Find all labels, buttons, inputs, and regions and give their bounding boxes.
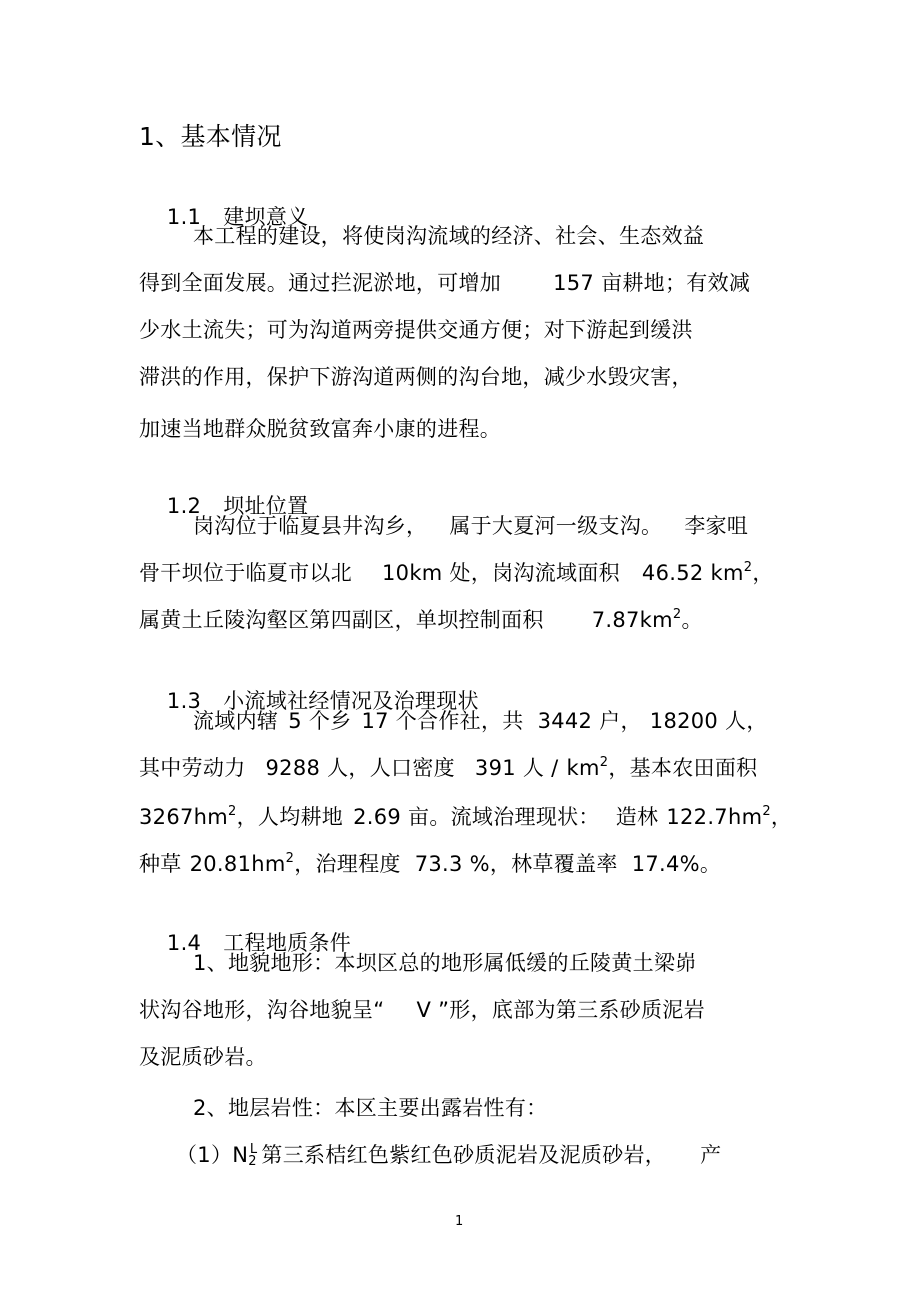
text-run: 其中劳动力 — [139, 756, 246, 780]
text-run: 状沟谷地形，沟谷地貌呈“ — [139, 998, 385, 1022]
superscript: 2 — [599, 755, 609, 770]
text-run: 造林 — [615, 805, 659, 829]
text-run: 10km 处，岗沟流域面积 — [382, 561, 620, 585]
paragraph-line: 2、地层岩性：本区主要出露岩性有： — [193, 1096, 548, 1120]
paragraph-line — [139, 995, 705, 1025]
text-run: 391 人 / — [474, 756, 559, 780]
paragraph-line — [139, 268, 750, 298]
subsection-number: 1.3 — [166, 689, 202, 713]
superscript: 2 — [762, 804, 771, 819]
text-run: 3442 户， — [537, 709, 642, 733]
text-run: 5 个乡 — [288, 709, 352, 733]
text-run: 9288 人，人口密度 — [265, 756, 455, 780]
superscript: 2 — [743, 560, 753, 575]
subsection-number: 1.4 — [166, 931, 202, 955]
text-run: （1）N — [176, 1143, 249, 1167]
text-run: 7.87km — [591, 608, 673, 632]
text-run: 。 — [681, 608, 703, 632]
text-run: 李家咀 — [684, 514, 749, 538]
text-run: 157 亩耕地；有效减 — [553, 271, 751, 295]
paragraph-line — [139, 605, 703, 635]
text-run: 岗沟位于临夏县井沟乡， — [193, 514, 428, 538]
text-run: 骨干坝位于临夏市以北 — [139, 561, 352, 585]
text-run: 17.4%。 — [631, 852, 722, 876]
paragraph-line — [139, 849, 721, 879]
text-run: ， — [752, 561, 774, 585]
text-run: 2.69 亩。流域治理现状： — [353, 805, 600, 829]
superscript: L — [249, 1142, 258, 1157]
subsection-title: 工程地质条件 — [223, 931, 352, 955]
text-run: 属于大夏河一级支沟。 — [449, 514, 663, 538]
text-run: 3267hm — [139, 805, 229, 829]
paragraph-line — [139, 802, 792, 832]
subsection-number: 1.1 — [166, 205, 202, 229]
text-run: 属黄土丘陵沟壑区第四副区，单坝控制面积 — [139, 608, 544, 632]
paragraph-line: 及泥质砂岩。 — [139, 1045, 267, 1069]
text-run: 122.7hm — [666, 805, 763, 829]
paragraph-line — [193, 511, 748, 541]
superscript: 2 — [672, 607, 682, 622]
paragraph-line: 加速当地群众脱贫致富奔小康的进程。 — [139, 417, 502, 441]
text-run: 73.3 %，林草覆盖率 — [414, 852, 618, 876]
paragraph-line: 滞洪的作用，保护下游沟道两侧的沟台地，减少水毁灾害， — [139, 365, 693, 389]
paragraph-line: 本工程的建设，将使岗沟流域的经济、社会、生态效益 — [193, 224, 705, 248]
subsection-title: 坝址位置 — [223, 494, 309, 518]
subsection-title: 小流域社经情况及治理现状 — [223, 689, 479, 713]
section-heading-1: 1、基本情况 — [139, 122, 282, 151]
text-run: 第三系桔红色紫红色砂质泥岩及泥质砂岩， — [261, 1143, 667, 1167]
text-run: 18200 人， — [649, 709, 768, 733]
subsection-number: 1.2 — [166, 494, 202, 518]
text-run: 种草 — [139, 852, 182, 876]
text-run: 46.52 km — [641, 561, 744, 585]
subsection-title: 建坝意义 — [223, 205, 309, 229]
text-run: 产 — [700, 1143, 722, 1167]
text-run: ，基本农田面积 — [608, 756, 758, 780]
superscript: 2 — [228, 804, 237, 819]
text-run: 得到全面发展。通过拦泥淤地，可增加 — [139, 271, 502, 295]
text-run: 17 个合作社，共 — [361, 709, 524, 733]
paragraph-line: 少水土流失；可为沟道两旁提供交通方便；对下游起到缓洪 — [139, 318, 693, 342]
text-run: 流域内辖 — [193, 709, 279, 733]
paragraph-line: 1、地貌地形：本坝区总的地形属低缓的丘陵黄土梁峁 — [193, 951, 697, 975]
text-run: ， — [770, 805, 793, 829]
paragraph-line — [176, 1140, 721, 1170]
text-run: km — [566, 756, 600, 780]
text-run: V ”形，底部为第三系砂质泥岩 — [416, 998, 705, 1022]
text-run: ，人均耕地 — [236, 805, 344, 829]
paragraph-line — [139, 558, 774, 588]
superscript: 2 — [285, 851, 295, 866]
page-number: 1 — [455, 1214, 464, 1229]
subscript: 2 — [248, 1154, 257, 1169]
paragraph-line — [139, 753, 757, 783]
text-run: 20.81hm — [189, 852, 286, 876]
paragraph-line — [193, 706, 768, 736]
text-run: ，治理程度 — [294, 852, 401, 876]
